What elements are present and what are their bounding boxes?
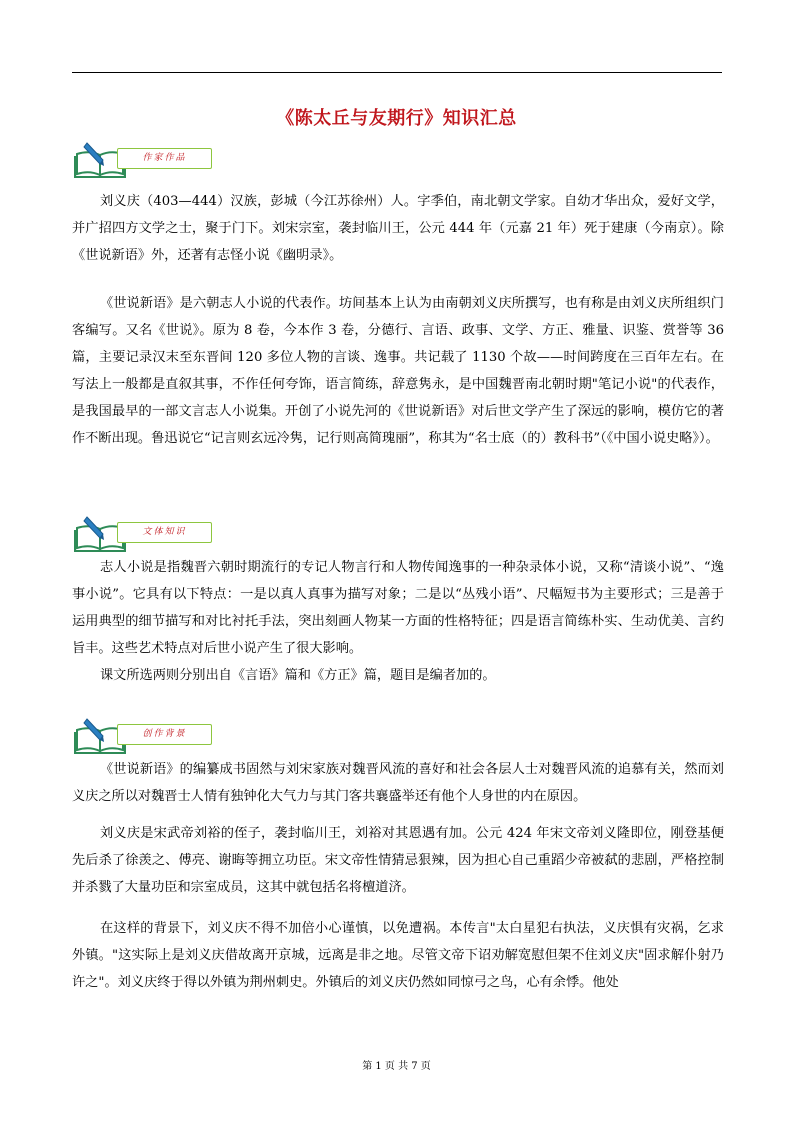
section-badge-author <box>73 140 216 178</box>
paragraph-background-2: 刘义庆是宋武帝刘裕的侄子，袭封临川王，刘裕对其恩遇有加。公元 424 年宋文帝刘义隆即位，刚登基便先后杀了徐羡之、傅亮、谢晦等拥立功臣。宋文帝性情猜忌狠辣，因为担心自己重蹈少帝被弑的悲剧，严格控制并杀戮了大量功臣和宗室成员，这其中就包括名将檀道济。 <box>72 826 724 895</box>
page-number: 第 1 页 共 7 页 <box>362 1061 431 1072</box>
paragraph-background-1: 《世说新语》的编纂成书固然与刘宋家族对魏晋风流的喜好和社会各层人士对魏晋风流的追慕有关，然而刘义庆之所以对魏晋士人情有独钟化大气力与其门客共襄盛举还有他个人身世的内在原因。 <box>72 762 724 804</box>
section-label: 作家作品 <box>142 153 187 163</box>
paragraph-author-bio: 刘义庆（403—444）汉族，彭城（今江苏徐州）人。字季伯，南北朝文学家。自幼才华出众，爱好文学，并广招四方文学之士，聚于门下。刘宋宗室，袭封临川王，公元 444 年（元嘉 21 年）死于建康（今南京）。除《世说新语》外，还著有志怪小说《幽明录》。 <box>72 194 724 263</box>
paragraph-zhiren-xiaoshuo: 志人小说是指魏晋六朝时期流行的专记人物言行和人物传闻逸事的一种杂录体小说，又称“清谈小说”、“逸事小说”。它具有以下特点：一是以真人真事为描写对象；二是以“丛残小语”、尺幅短书为主要形式；三是善于运用典型的细节描写和对比衬托手法，突出刻画人物某一方面的性格特征；四是语言简练朴实、生动优美、言约旨丰。这些艺术特点对后世小说产生了很大影响。 <box>72 560 724 656</box>
paragraph-background-3: 在这样的背景下，刘义庆不得不加倍小心谨慎，以免遭祸。本传言"太白星犯右执法，义庆惧有灾祸，乞求外镇。"这实际上是刘义庆借故离开京城，远离是非之地。尽管文帝下诏劝解宽慰但架不住刘义庆"固求解仆射乃许之"。刘义庆终于得以外镇为荆州刺史。外镇后的刘义庆仍然如同惊弓之鸟，心有余悸。他处 <box>72 921 724 990</box>
header-rule <box>72 72 722 73</box>
section-label: 文体知识 <box>142 527 187 537</box>
page-footer <box>0 1057 793 1072</box>
section-badge-background <box>73 716 216 754</box>
section-label: 创作背景 <box>142 729 187 739</box>
paragraph-shishuo-intro: 《世说新语》是六朝志人小说的代表作。坊间基本上认为由南朝刘义庆所撰写，也有称是由刘义庆所组织门客编写。又名《世说》。原为 8 卷，今本作 3 卷，分德行、言语、政事、文学、方正、雅量、识鉴、赏誉等 36 篇，主要记录汉末至东晋间 120 多位人物的言谈、逸事。共记载了 1130 个故——时间跨度在三百年左右。在写法上一般都是直叙其事，不作任何夸饰，语言简练，辞意隽永，是中国魏晋南北朝时期"笔记小说"的代表作，是我国最早的一部文言志人小说集。开创了小说先河的《世说新语》对后世文学产生了深远的影响，模仿它的著作不断出现。鲁迅说它“记言则玄远冷隽，记行则高简瑰丽”，称其为“名士底（的）教科书”（《中国小说史略》）。 <box>72 296 724 446</box>
section-badge-knowledge <box>73 514 216 552</box>
paragraph-text-source: 课文所选两则分别出自《言语》篇和《方正》篇，题目是编者加的。 <box>100 668 496 683</box>
page-title: 《陈太丘与友期行》知识汇总 <box>276 108 517 129</box>
